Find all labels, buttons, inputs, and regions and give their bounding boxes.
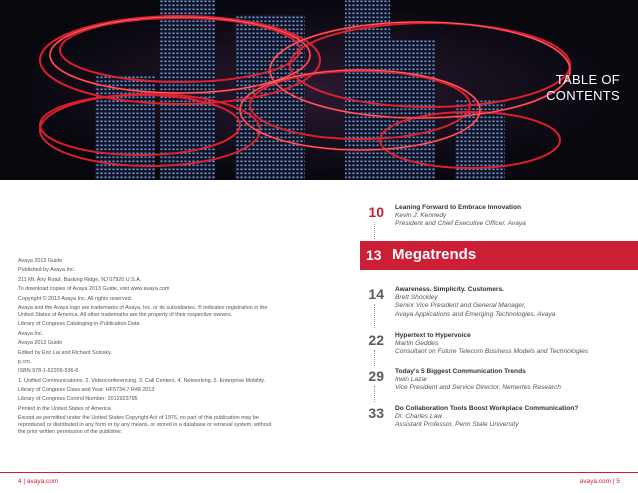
dotted-divider xyxy=(374,386,375,402)
hero-image xyxy=(0,0,638,180)
footer-right: avaya.com | 5 xyxy=(579,478,620,485)
toc-page-number: 29 xyxy=(368,368,384,384)
legal-line: Library of Congress Control Number: 2012923795 xyxy=(18,396,138,403)
dotted-divider xyxy=(374,222,375,239)
toc-entry-title: Today's 5 Biggest Communication Trends xyxy=(395,368,526,375)
dotted-divider xyxy=(374,350,375,366)
legal-line: ISBN 978-1-62209-536-8 xyxy=(18,368,79,375)
toc-entry-author: Kevin J. Kennedy xyxy=(395,212,447,220)
legal-line: Avaya Inc. xyxy=(18,330,44,337)
legal-line: Avaya 2013 Guide xyxy=(18,258,63,264)
dotted-divider xyxy=(374,304,375,328)
legal-line: Copyright © 2013 Avaya Inc. All rights reserved. xyxy=(18,295,133,302)
legal-line: p.cm. xyxy=(18,358,32,365)
toc-entry-role: Consultant on Future Telecom Business Models and Technologies xyxy=(395,348,589,356)
toc-entry-author: Irwin Lazar xyxy=(395,376,428,384)
toc-entry-title: Hypertext to Hypervoice xyxy=(395,332,471,339)
legal-line: 1. Unified Communications. 2. Videoconferencing. 3. Call Centers. 4. Networking. 5. Enterprise Mobility. xyxy=(18,377,265,384)
legal-block xyxy=(18,258,273,439)
toc-entry-title: Awareness. Simplicity. Customers. xyxy=(395,286,504,293)
toc-entry-role: Assistant Professor, Penn State University xyxy=(395,421,519,429)
toc-entry-role: President and Chief Executive Officer, Avaya xyxy=(395,220,526,228)
footer-left: 4 | avaya.com xyxy=(18,478,59,485)
toc-entry-role: Senior Vice President and General Manager, xyxy=(395,302,526,310)
toc-page-number: 10 xyxy=(368,204,384,220)
toc-entry-title: Do Collaboration Tools Boost Workplace Communication? xyxy=(395,405,579,412)
legal-line: Avaya 2013 Guide xyxy=(18,340,63,347)
toc-entry-title: Leaning Forward to Embrace Innovation xyxy=(395,204,522,211)
section-page-number: 13 xyxy=(366,247,382,263)
toc-page-number: 22 xyxy=(368,332,384,348)
section-band-megatrends[interactable] xyxy=(360,241,638,270)
toc-entry-author: Brett Shockley xyxy=(395,294,438,302)
city-rings-illustration xyxy=(0,0,638,180)
legal-line: Edited by Eric Lai and Richard Solosky. xyxy=(18,349,112,356)
toc-page-number: 33 xyxy=(368,405,384,421)
toc-entry-role: Vice President and Service Director, Nemertes Research xyxy=(395,384,561,392)
legal-line: Library of Congress Class and Year: HF5734.7 R48 2013 xyxy=(18,387,155,394)
footer-divider xyxy=(0,472,638,473)
legal-line: Except as permitted under the United States Copyright Act of 1976, no part of this publication may be reproduced or distributed in any form or by any means, or stored in a database or retrieval system, without the prior written permission of the publisher. xyxy=(18,415,272,436)
toc-entry-author: Martin Geddes xyxy=(395,340,439,348)
toc-entry-role: Avaya Applications and Emerging Technologies, Avaya xyxy=(395,310,556,318)
legal-line: Avaya and the Avaya logo are trademarks of Avaya, Inc. or its subsidiaries. ® indicates registration in the United States of America. All other trademarks are the property of their respective owners. xyxy=(18,304,268,318)
toc-page-number: 14 xyxy=(368,286,384,302)
legal-line: Published by Avaya Inc. xyxy=(18,267,76,274)
legal-line: Library of Congress Cataloging-in-Publication Data xyxy=(18,321,140,328)
toc-entry-author: Dr. Charles Law xyxy=(395,413,443,421)
toc-heading-line1: TABLE OF xyxy=(555,72,620,87)
legal-line: To download copies of Avaya 2013 Guide, visit www.avaya.com xyxy=(18,286,170,293)
legal-line: Printed in the United States of America xyxy=(18,405,111,412)
legal-line: 211 Mt. Airy Road, Basking Ridge, NJ 07920 U.S.A. xyxy=(18,276,142,283)
section-label: Megatrends xyxy=(392,246,477,263)
toc-heading xyxy=(546,72,620,104)
toc-heading-line2: CONTENTS xyxy=(546,88,620,103)
